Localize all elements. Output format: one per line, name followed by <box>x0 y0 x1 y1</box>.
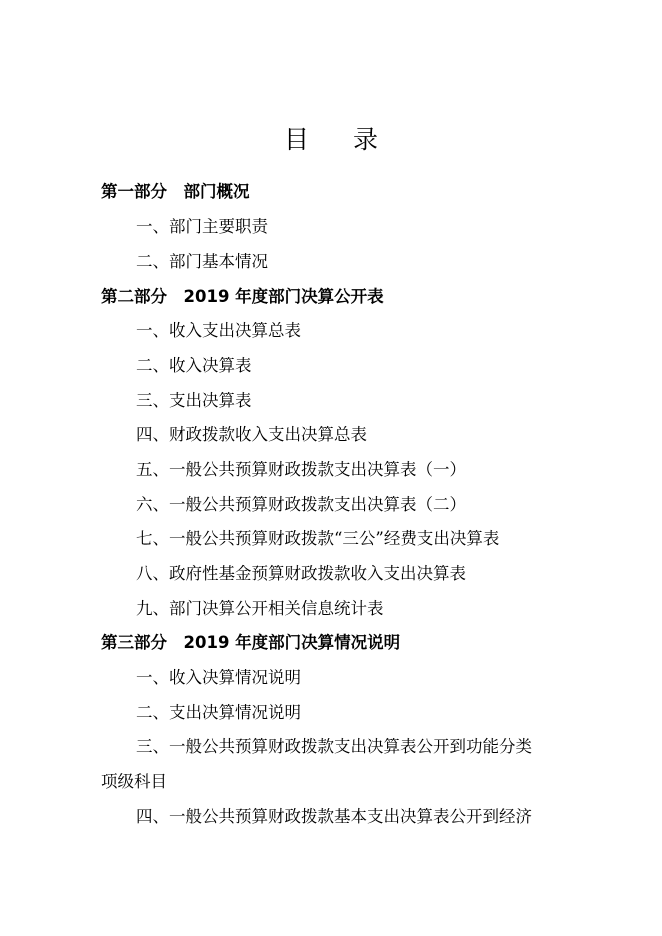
toc-item: 三、支出决算表 <box>136 391 252 410</box>
toc-item: 三、一般公共预算财政拨款支出决算表公开到功能分类 <box>136 737 532 756</box>
toc-item: 七、一般公共预算财政拨款“三公”经费支出决算表 <box>136 529 500 548</box>
toc-item: 四、一般公共预算财政拨款基本支出决算表公开到经济 <box>136 807 532 826</box>
toc-part-3: 第三部分 2019 年度部门决算情况说明 <box>101 633 401 652</box>
toc-item: 二、支出决算情况说明 <box>136 703 301 722</box>
page-title: 目 录 <box>284 125 396 154</box>
toc-item: 五、一般公共预算财政拨款支出决算表（一） <box>136 460 466 479</box>
toc-item: 九、部门决算公开相关信息统计表 <box>136 599 384 618</box>
toc-item: 四、财政拨款收入支出决算总表 <box>136 425 367 444</box>
toc-item: 一、收入支出决算总表 <box>136 321 301 340</box>
toc-item: 二、部门基本情况 <box>136 252 268 271</box>
toc-item: 六、一般公共预算财政拨款支出决算表（二） <box>136 495 466 514</box>
toc-item: 八、政府性基金预算财政拨款收入支出决算表 <box>136 564 466 583</box>
toc-item: 二、收入决算表 <box>136 356 252 375</box>
toc-part-2: 第二部分 2019 年度部门决算公开表 <box>101 287 384 306</box>
toc-item: 一、部门主要职责 <box>136 217 268 236</box>
toc-item: 一、收入决算情况说明 <box>136 668 301 687</box>
toc-item-continuation: 项级科目 <box>101 772 167 791</box>
toc-part-1: 第一部分 部门概况 <box>101 182 250 201</box>
